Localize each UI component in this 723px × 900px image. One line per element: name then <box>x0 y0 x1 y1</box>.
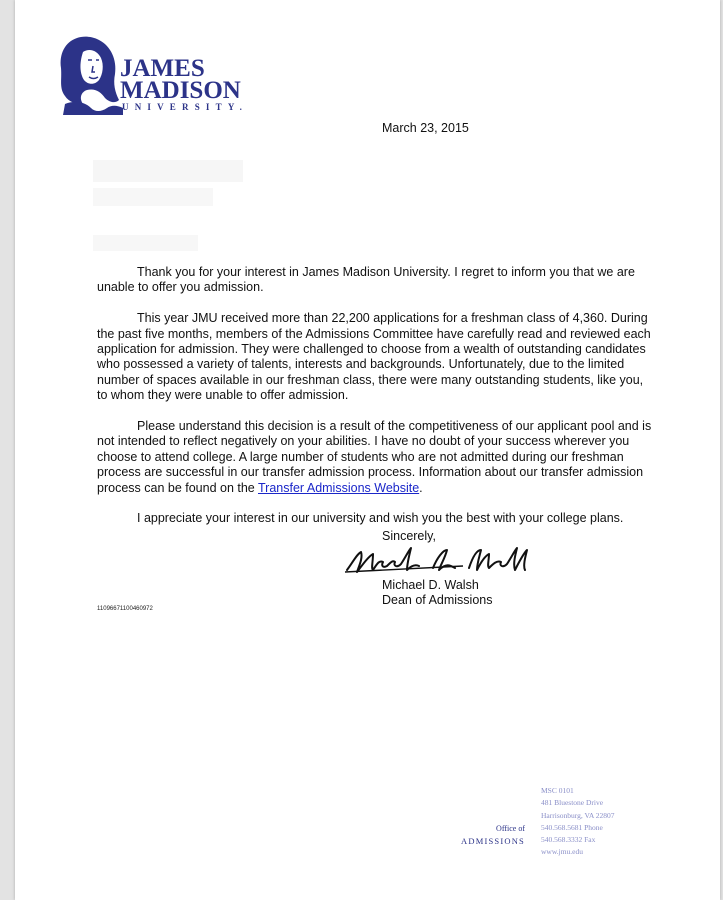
footer-address-line: MSC 0101 <box>541 786 574 795</box>
transfer-admissions-link[interactable]: Transfer Admissions Website <box>258 480 420 495</box>
footer-office-line1: Office of <box>496 824 525 833</box>
footer-phone: 540.568.5681 Phone <box>541 822 603 832</box>
signature-image <box>343 540 543 580</box>
letter-body <box>97 265 657 542</box>
paragraph-4: I appreciate your interest in our university and wish you the best with your college plans. <box>137 511 624 526</box>
paragraph-1: Thank you for your interest in James Madison University. I regret to inform you that we are unable to offer you admission. <box>97 265 635 295</box>
footer-office <box>455 823 525 847</box>
signer-block <box>382 578 492 609</box>
signer-title: Dean of Admissions <box>382 593 493 608</box>
letter-page <box>15 0 720 900</box>
footer-office-line2: ADMISSIONS <box>461 836 525 846</box>
faded-address-block <box>93 188 213 206</box>
paragraph-3: Please understand this decision is a result of the competitiveness of our applicant pool and is not intended to reflect negatively on your abilities. I have no doubt of your success wherever you choose to attend college. A large number of students who are not admitted during our freshman process are successful in our transfer admission process. Information about our transfer admission process can be found on the Transfer Admissions Website. <box>97 419 652 495</box>
footer-address-line: 481 Bluestone Drive <box>541 798 604 808</box>
logo-wordmark <box>120 55 249 113</box>
signer-name: Michael D. Walsh <box>382 578 479 592</box>
faded-address-block <box>93 160 243 182</box>
logo-line-university: UNIVERSITY. <box>122 102 249 112</box>
document-code: 11096671100460972 <box>97 606 153 612</box>
madison-portrait-icon <box>55 30 125 115</box>
jmu-logo <box>55 30 255 120</box>
closing: Sincerely, <box>382 529 436 543</box>
paragraph-2: This year JMU received more than 22,200 applications for a freshman class of 4,360. During the past five months, members of the Admissions Committee have carefully read and reviewed each application for admission. They were challenged to choose from a wealth of outstanding candidates who possessed a variety of talents, interests and backgrounds. Unfortunately, due to the limited number of spaces available in our freshman class, there were many outstanding students, like you, to whom they were unable to offer admission. <box>97 311 651 403</box>
footer-address-line: Harrisonburg, VA 22807 <box>541 810 615 820</box>
logo-line-james: JAMES <box>120 55 205 82</box>
logo-line-madison: MADISON <box>120 77 241 104</box>
letter-date: March 23, 2015 <box>382 121 469 135</box>
faded-salutation-block <box>93 235 198 251</box>
footer-fax: 540.568.3332 Fax <box>541 835 596 845</box>
footer-address <box>541 785 615 859</box>
footer-website: www.jmu.edu <box>541 847 584 857</box>
